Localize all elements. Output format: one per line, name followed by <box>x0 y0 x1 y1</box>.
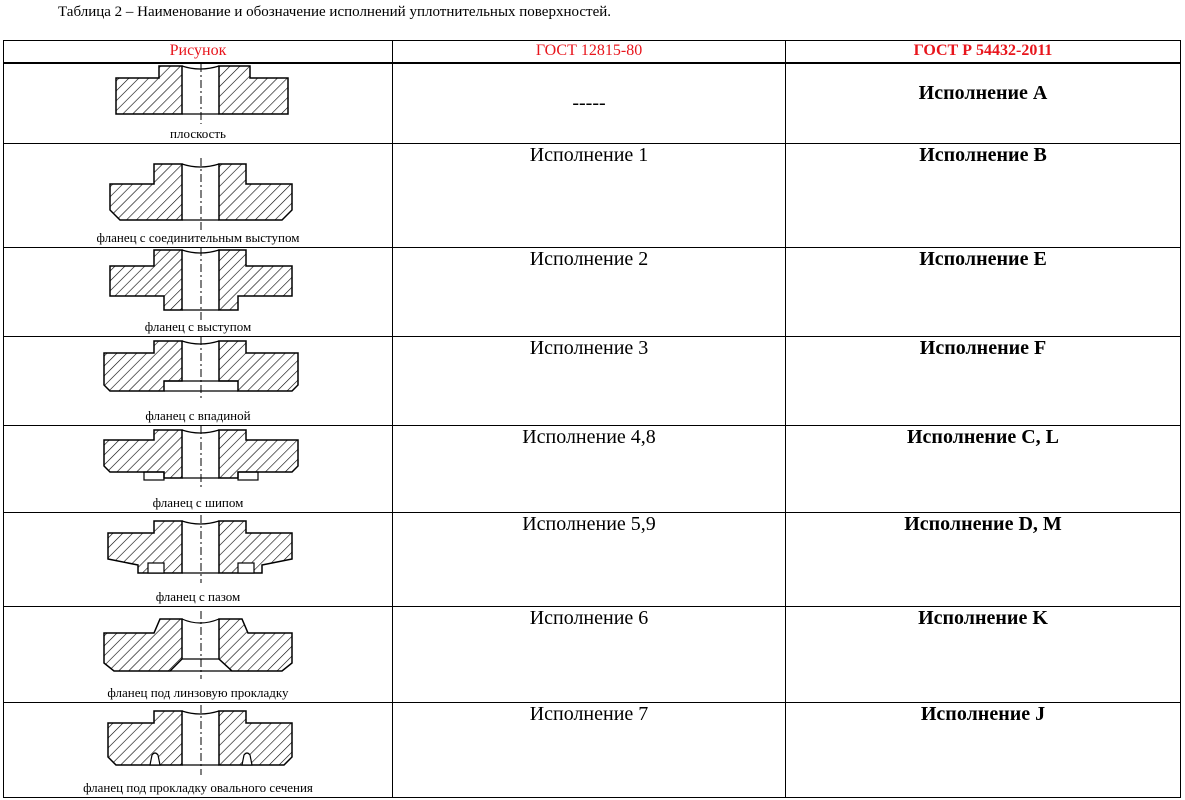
header-figure: Рисунок <box>4 41 393 63</box>
table-row <box>4 702 1181 797</box>
sealing-surfaces-table <box>3 40 1181 798</box>
gost-12815-cell: ----- <box>393 63 786 144</box>
table-row <box>4 606 1181 702</box>
figure-label: фланец с пазом <box>155 588 241 604</box>
figure-cell <box>4 337 393 426</box>
gost-54432-cell: Исполнение D, M <box>786 512 1181 606</box>
gost-54432-cell: Исполнение F <box>786 337 1181 426</box>
gost-54432-cell: Исполнение C, L <box>786 426 1181 512</box>
figure-cell <box>4 248 393 337</box>
gost-54432-cell: Исполнение J <box>786 702 1181 797</box>
figure-cell <box>4 144 393 248</box>
figure-label: плоскость <box>170 126 226 142</box>
gost-12815-cell: Исполнение 6 <box>393 606 786 702</box>
figure-cell <box>4 63 393 144</box>
table-header-row <box>4 41 1181 63</box>
figure-label: фланец с шипом <box>152 494 244 510</box>
table-caption: Таблица 2 – Наименование и обозначение исполнений уплотнительных поверхностей. <box>58 4 612 20</box>
gost-12815-cell: Исполнение 3 <box>393 337 786 426</box>
gost-12815-cell: Исполнение 4,8 <box>393 426 786 512</box>
table-row <box>4 144 1181 248</box>
table-row <box>4 426 1181 512</box>
table-row <box>4 512 1181 606</box>
table-row <box>4 63 1181 144</box>
figure-label: фланец под прокладку овального сечения <box>83 780 313 795</box>
figure-label: фланец с впадиной <box>145 408 251 424</box>
gost-12815-cell: Исполнение 5,9 <box>393 512 786 606</box>
gost-12815-cell: Исполнение 1 <box>393 144 786 248</box>
gost-54432-cell: Исполнение K <box>786 606 1181 702</box>
gost-54432-cell: Исполнение B <box>786 144 1181 248</box>
table-row <box>4 248 1181 337</box>
figure-cell <box>4 512 393 606</box>
figure-label: фланец с соединительным выступом <box>96 230 300 246</box>
figure-label: фланец под линзовую прокладку <box>107 684 289 700</box>
header-gost-54432: ГОСТ Р 54432-2011 <box>786 41 1181 63</box>
table-row <box>4 337 1181 426</box>
figure-cell <box>4 426 393 512</box>
gost-54432-cell: Исполнение E <box>786 248 1181 337</box>
gost-54432-cell: Исполнение А <box>786 63 1181 144</box>
figure-cell <box>4 606 393 702</box>
header-gost-12815: ГОСТ 12815-80 <box>393 41 786 63</box>
figure-cell <box>4 702 393 797</box>
gost-12815-cell: Исполнение 7 <box>393 702 786 797</box>
gost-12815-cell: Исполнение 2 <box>393 248 786 337</box>
figure-label: фланец с выступом <box>144 319 252 335</box>
